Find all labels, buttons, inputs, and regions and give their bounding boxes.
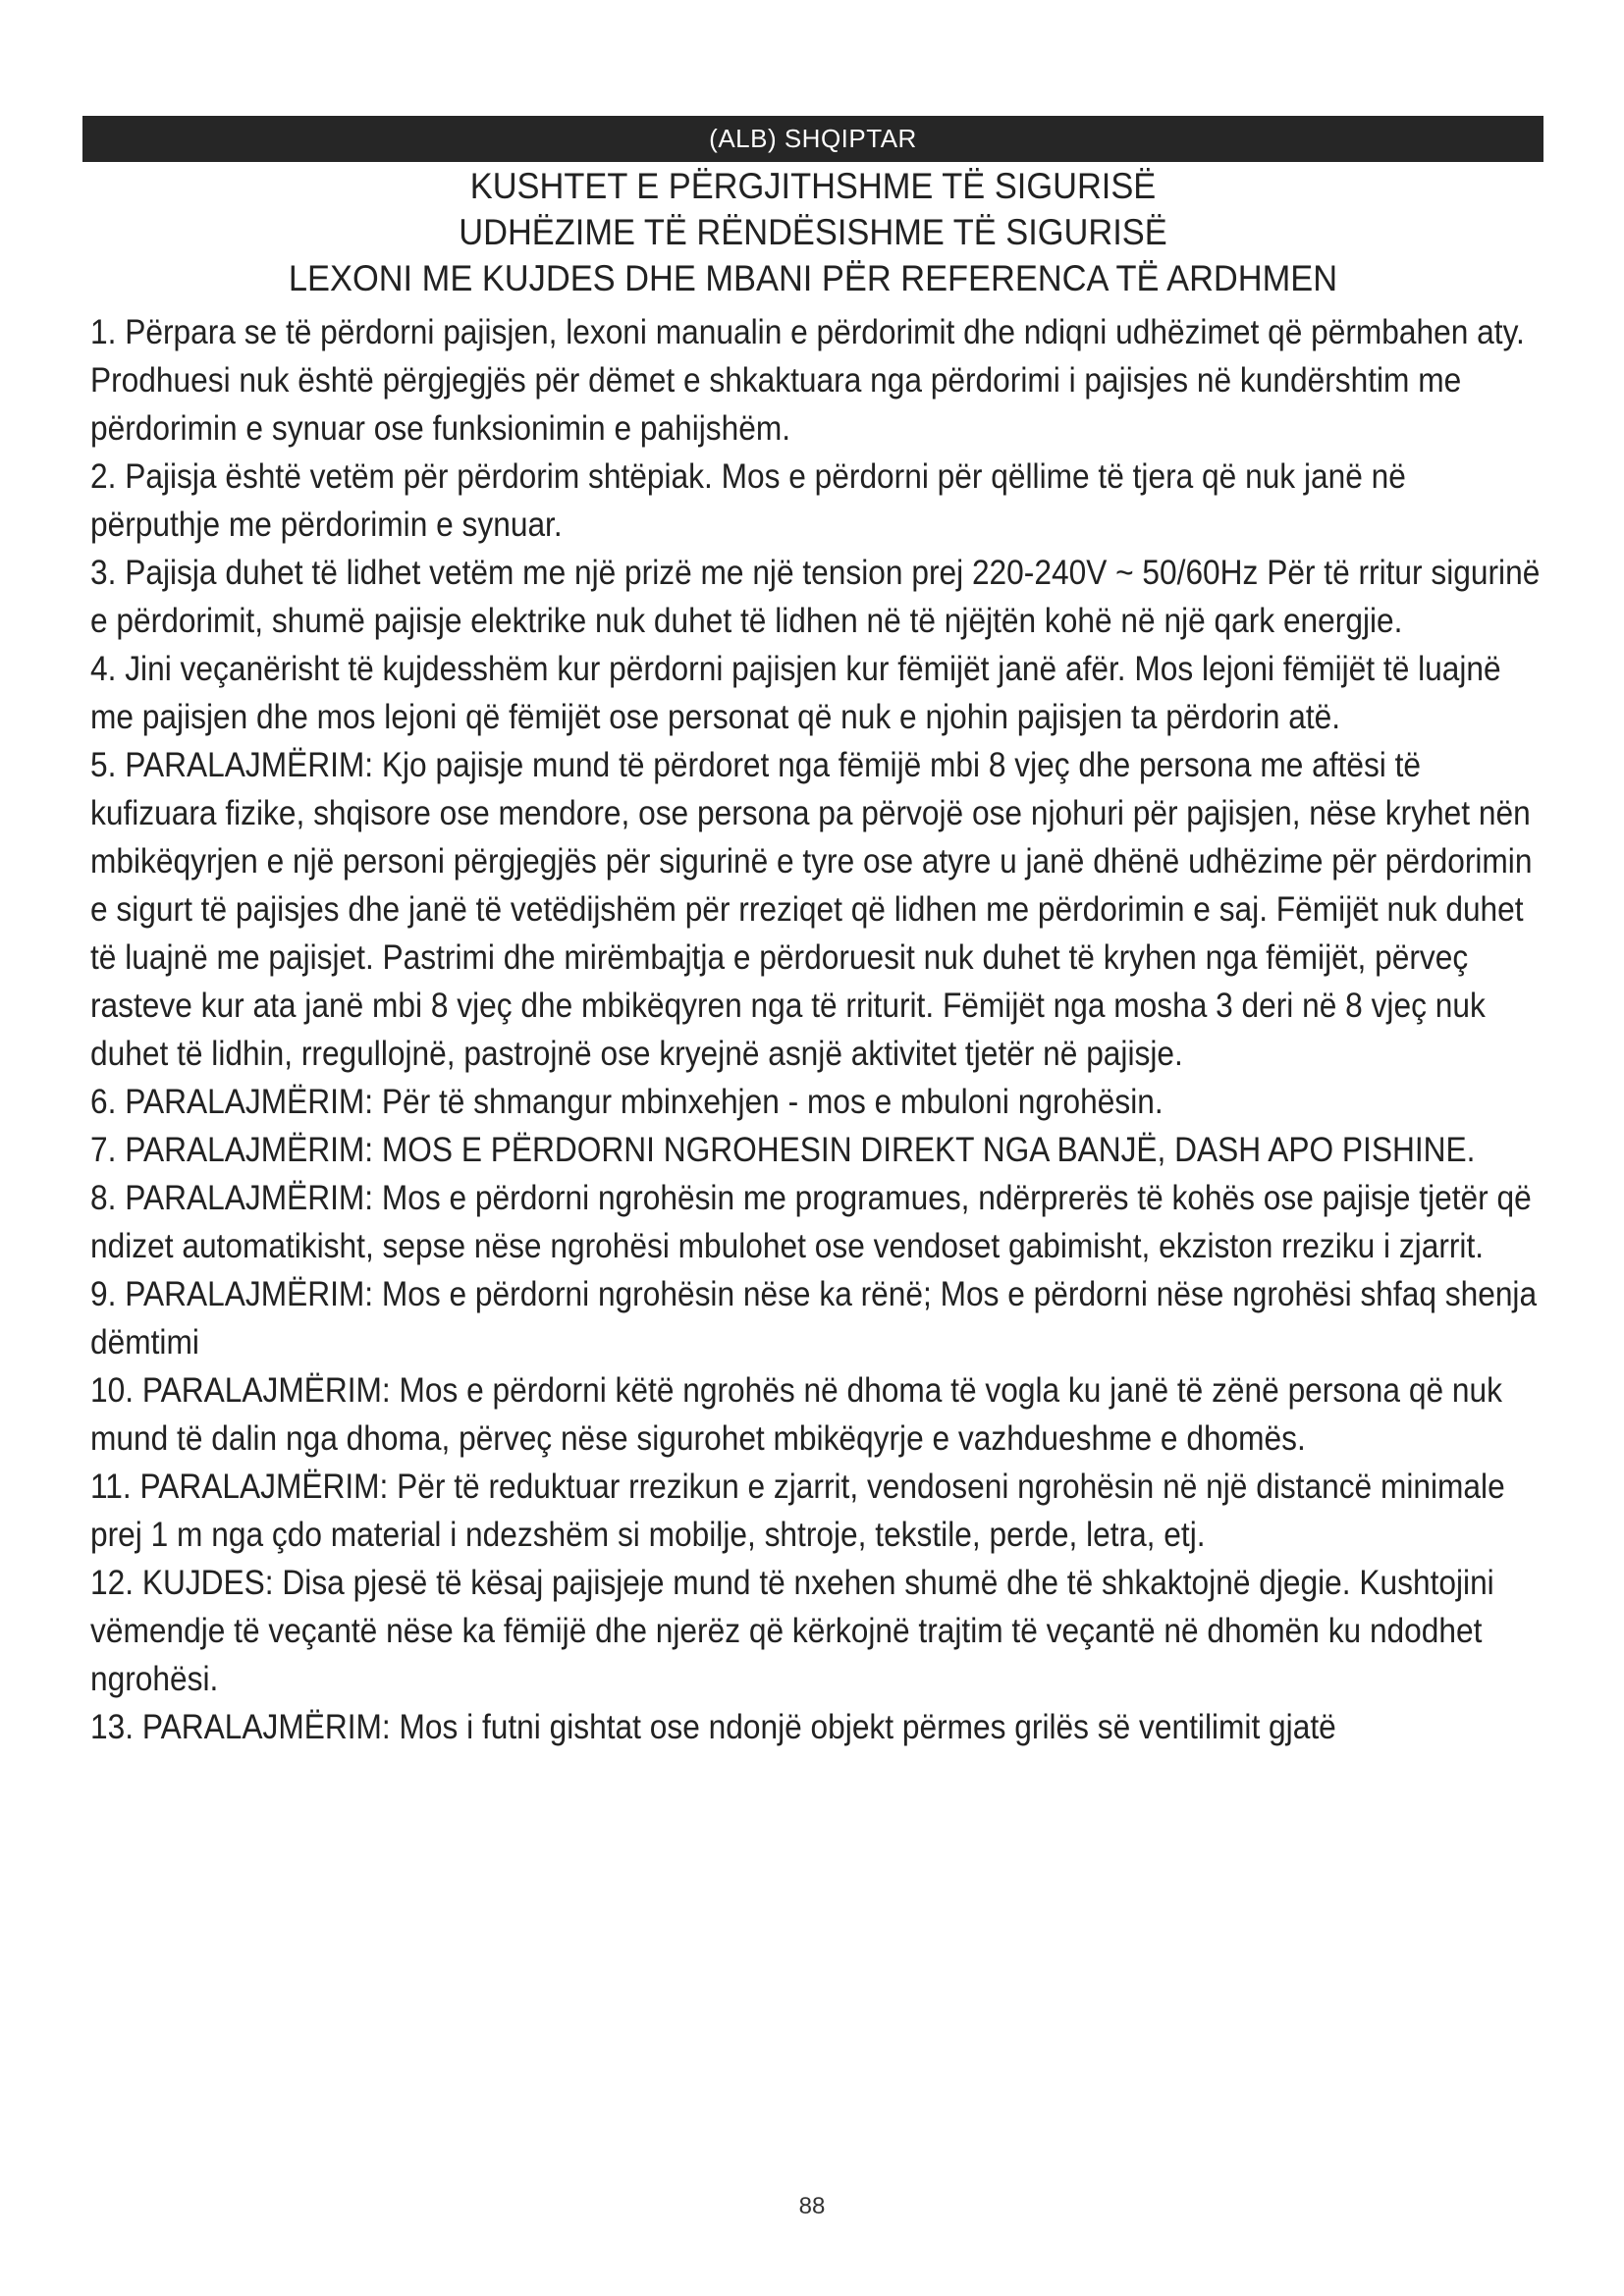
safety-item: 8. PARALAJMËRIM: Mos e përdorni ngrohësin me programues, ndërprerës të kohës ose pajisje tjetër që ndizet automatikisht, sepse nëse ngrohësi mbulohet ose vendoset gabimisht, ekziston rreziku i zjarrit. <box>90 1179 1532 1265</box>
page-number: 88 <box>798 2193 826 2219</box>
safety-item: 2. Pajisja është vetëm për përdorim shtëpiak. Mos e përdorni për qëllime të tjera që nuk janë në përputhje me përdorimin e synuar. <box>90 457 1406 544</box>
heading-read-carefully: LEXONI ME KUJDES DHE MBANI PËR REFERENCA TË ARDHMEN <box>288 258 1338 298</box>
safety-item: 13. PARALAJMËRIM: Mos i futni gishtat ose ndonjë objekt përmes grilës së ventilimit gjatë <box>90 1708 1336 1746</box>
safety-item: 12. KUJDES: Disa pjesë të kësaj pajisjeje mund të nxehen shumë dhe të shkaktojnë djegie. Kushtojini vëmendje të veçantë nëse ka fëmijë dhe njerëz që kërkojnë trajtim të veçantë në dhomën ku ndodhet ngrohësi. <box>90 1564 1494 1698</box>
heading-block <box>82 163 1543 301</box>
heading-important-instructions: UDHËZIME TË RËNDËSISHME TË SIGURISË <box>459 212 1167 252</box>
safety-item: 4. Jini veçanërisht të kujdesshëm kur përdorni pajisjen kur fëmijët janë afër. Mos lejoni fëmijët të luajnë me pajisjen dhe mos lejoni që fëmijët ose personat që nuk e njohin pajisjen ta përdorin atë. <box>90 650 1501 736</box>
safety-item: 1. Përpara se të përdorni pajisjen, lexoni manualin e përdorimit dhe ndiqni udhëzimet që përmbahen aty. Prodhuesi nuk është përgjegjës për dëmet e shkaktuara nga përdorimi i pajisjes në kundërshtim me përdorimin e synuar ose funksionimin e pahijshëm. <box>90 313 1525 448</box>
safety-item: 3. Pajisja duhet të lidhet vetëm me një prizë me një tension prej 220-240V ~ 50/60Hz Për të rritur sigurinë e përdorimit, shumë pajisje elektrike nuk duhet të lidhen në të njëjtën kohë në një qark energjie. <box>90 554 1541 640</box>
heading-general-safety: KUSHTET E PËRGJITHSHME TË SIGURISË <box>469 166 1157 206</box>
safety-item: 9. PARALAJMËRIM: Mos e përdorni ngrohësin nëse ka rënë; Mos e përdorni nëse ngrohësi shfaq shenja dëmtimi <box>90 1275 1538 1362</box>
safety-instructions-list <box>90 308 1543 1751</box>
safety-item: 7. PARALAJMËRIM: MOS E PËRDORNI NGROHESIN DIREKT NGA BANJË, DASH APO PISHINE. <box>90 1131 1476 1169</box>
safety-item: 5. PARALAJMËRIM: Kjo pajisje mund të përdoret nga fëmijë mbi 8 vjeç dhe persona me aftësi të kufizuara fizike, shqisore ose mendore, ose persona pa përvojë ose njohuri për pajisjen, nëse kryhet nën mbikëqyrjen e një personi përgjegjës për sigurinë e tyre ose atyre u janë dhënë udhëzime për përdorimin e sigurt të pajisjes dhe janë të vetëdijshëm për rreziqet që lidhen me përdorimin e saj. Fëmijët nuk duhet të luajnë me pajisjet. Pastrimi dhe mirëmbajtja e përdoruesit nuk duhet të kryhen nga fëmijët, përveç rasteve kur ata janë mbi 8 vjeç dhe mbikëqyren nga të rriturit. Fëmijët nga mosha 3 deri në 8 vjeç nuk duhet të lidhin, rregullojnë, pastrojnë ose kryejnë asnjë aktivitet tjetër në pajisje. <box>90 746 1533 1073</box>
language-bar: (ALB) SHQIPTAR <box>82 116 1543 162</box>
safety-item: 11. PARALAJMËRIM: Për të reduktuar rrezikun e zjarrit, vendoseni ngrohësin në një distancë minimale prej 1 m nga çdo material i ndezshëm si mobilje, shtroje, tekstile, perde, letra, etj. <box>90 1468 1505 1554</box>
safety-item: 10. PARALAJMËRIM: Mos e përdorni këtë ngrohës në dhoma të vogla ku janë të zënë persona që nuk mund të dalin nga dhoma, përveç nëse sigurohet mbikëqyrje e vazhdueshme e dhomës. <box>90 1371 1502 1458</box>
safety-item: 6. PARALAJMËRIM: Për të shmangur mbinxehjen - mos e mbuloni ngrohësin. <box>90 1083 1164 1121</box>
